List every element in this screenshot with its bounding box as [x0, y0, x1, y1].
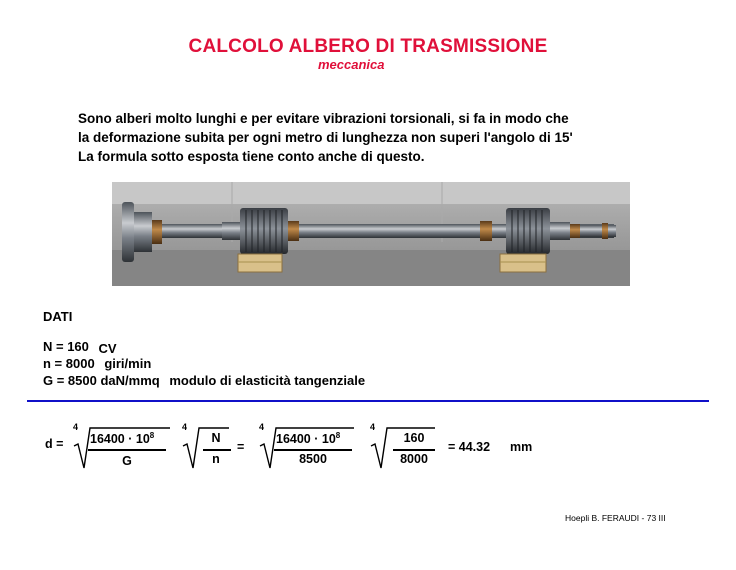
equals-sign: = [237, 440, 245, 454]
dato-modulus [43, 373, 365, 388]
d-label: d = [45, 437, 64, 451]
speed-unit: giri/min [104, 356, 152, 371]
intro-line-2: la deformazione subita per ogni metro di lunghezza non superi l'angolo di 15' [78, 130, 573, 145]
term4-numerator: 160 [403, 431, 425, 445]
dato-speed [43, 356, 151, 371]
result-unit: mm [510, 440, 533, 454]
page-subtitle: meccanica [318, 57, 385, 72]
root-index-2: 4 [182, 422, 188, 432]
term1-exponent: 8 [149, 431, 155, 440]
term4-fraction-bar [393, 449, 435, 451]
power-unit: CV [98, 341, 117, 356]
result-value: = 44.32 [448, 440, 491, 454]
term3-denominator: 8500 [299, 452, 327, 466]
modulus-label: G = 8500 daN/mmq [43, 373, 160, 388]
page-title: CALCOLO ALBERO DI TRASMISSIONE [188, 36, 548, 57]
term2-denominator: n [212, 452, 220, 466]
speed-label: n = 8000 [43, 356, 95, 371]
term3-numerator [276, 431, 340, 446]
term1-denominator: G [122, 454, 132, 468]
root-index-3: 4 [259, 422, 265, 432]
term3-num-text: 16400 · 10 [276, 432, 336, 447]
term2-numerator: N [211, 431, 221, 445]
root-index-1: 4 [73, 422, 79, 432]
intro-line-3: La formula sotto esposta tiene conto anche di questo. [78, 149, 425, 164]
term2-fraction-bar [203, 449, 231, 451]
term3-fraction-bar [274, 449, 352, 451]
dato-power [43, 339, 117, 354]
term3-exponent: 8 [335, 431, 341, 440]
term1-fraction-bar [88, 449, 166, 451]
term1-numerator [90, 431, 154, 446]
shaft-photo [112, 182, 630, 286]
root-index-4: 4 [370, 422, 376, 432]
power-label: N = 160 [43, 339, 89, 354]
footer-credit: Hoepli B. FERAUDI - 73 III [565, 513, 666, 523]
term4-denominator: 8000 [400, 452, 428, 466]
term1-num-text: 16400 · 10 [90, 432, 150, 447]
separator-line [27, 400, 709, 402]
intro-line-1: Sono alberi molto lunghi e per evitare vibrazioni torsionali, si fa in modo che [78, 111, 569, 126]
dati-heading: DATI [43, 309, 73, 324]
modulus-desc: modulo di elasticità tangenziale [169, 373, 366, 388]
